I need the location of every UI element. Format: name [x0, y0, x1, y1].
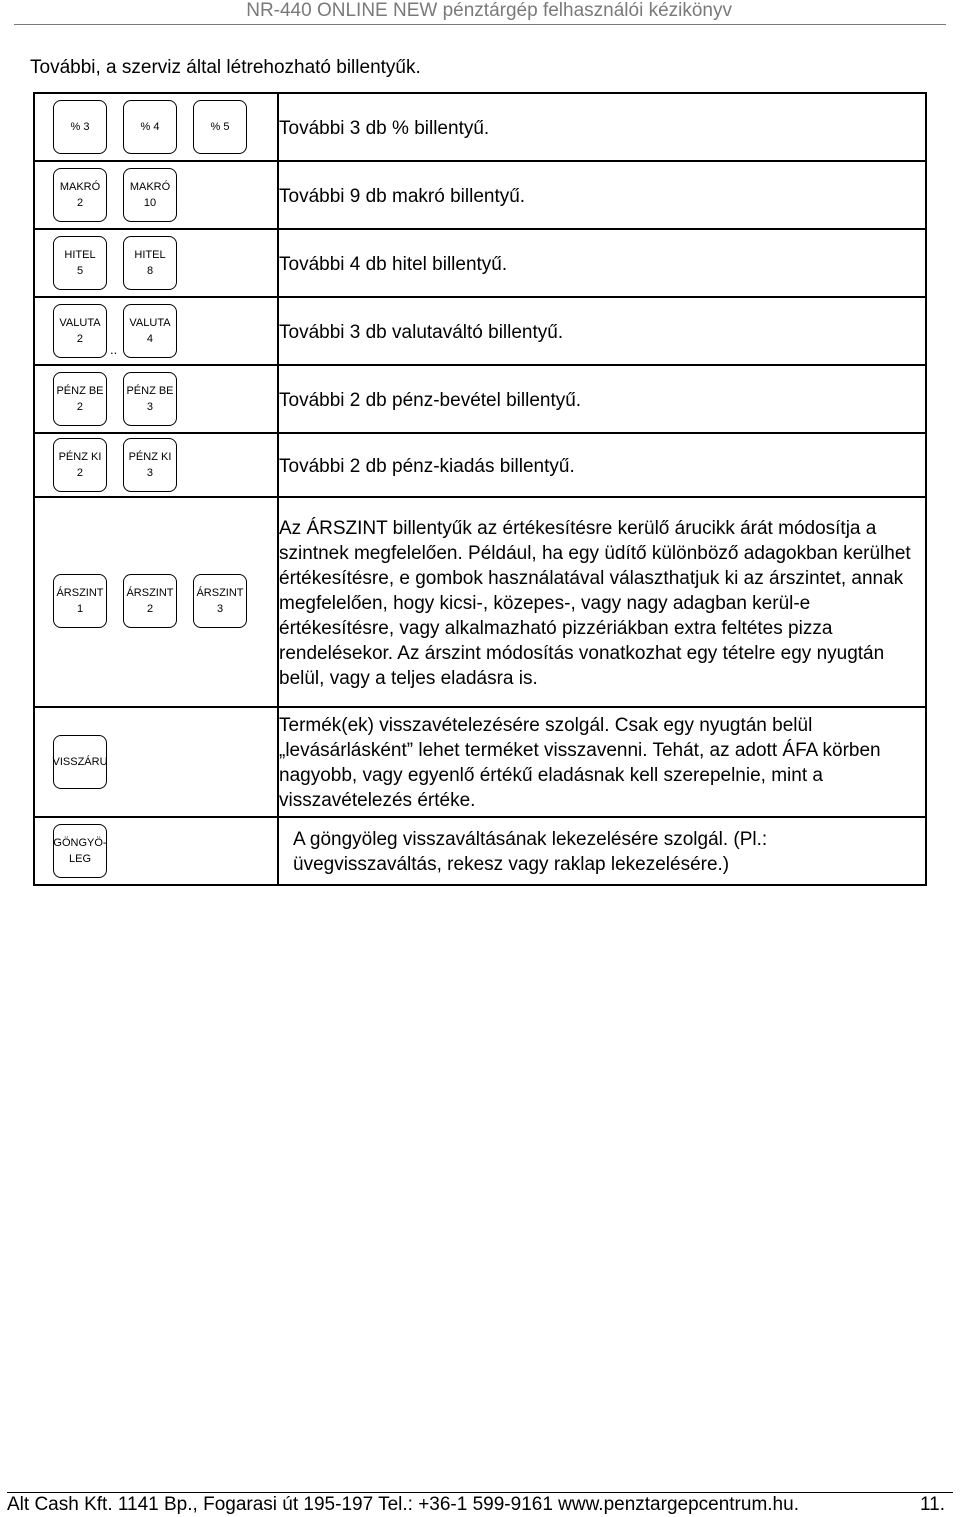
key-cell	[34, 433, 278, 497]
description-cell	[278, 365, 926, 433]
key-cell	[34, 93, 278, 161]
page-footer	[7, 1492, 953, 1517]
price-level-2-key: ÁRSZINT 2	[123, 574, 177, 628]
currency-4-key: VALUTA 4	[123, 304, 177, 358]
key-cell	[34, 229, 278, 297]
table-row	[34, 229, 926, 297]
credit-5-key: HITEL 5	[53, 236, 107, 290]
key-cell	[34, 161, 278, 229]
intro-text: További, a szerviz által létrehozható billentyűk.	[30, 57, 421, 78]
description-cell	[278, 433, 926, 497]
row-description: Az ÁRSZINT billentyűk az értékesítésre kerülő árucikk árát módosítja a szintnek megfelelően. Például, ha egy üdítő különböző adagokban kerülhet értékesítésre, e gombok használatával választhatjuk ki az árszintet, annak megfelelően, hogy kicsi-, közepes-, vagy nagy adagban kerül-e értékesítésre, vagy alkalmazható pizzériákban extra feltétes pizza rendelésekor. Az árszint módosítás vonatkozhat egy tételre egy nyugtán belül, vagy a teljes eladásra is.	[279, 517, 911, 689]
price-level-1-key: ÁRSZINT 1	[53, 574, 107, 628]
row-description: További 3 db % billentyű.	[279, 117, 490, 139]
footer-contact: Alt Cash Kft. 1141 Bp., Fogarasi út 195-197 Tel.: +36-1 599-9161 www.penztargepcentrum.hu.	[7, 1494, 799, 1515]
key-cell	[34, 817, 278, 885]
description-cell	[278, 707, 926, 817]
key-cell	[34, 497, 278, 707]
row-description: A göngyöleg visszaváltásának lekezelésére szolgál. (Pl.: üvegvisszaváltás, rekesz vagy raklap lekezelésére.)	[293, 829, 768, 875]
macro-2-key: MAKRÓ 2	[53, 168, 107, 222]
table-row	[34, 817, 926, 885]
table-row	[34, 161, 926, 229]
description-cell	[278, 229, 926, 297]
description-cell	[278, 817, 926, 885]
description-cell	[278, 161, 926, 229]
row-description: További 2 db pénz-bevétel billentyű.	[279, 389, 582, 411]
row-description: Termék(ek) visszavételezésére szolgál. Csak egy nyugtán belül „levásárlásként” lehet terméket visszavenni. Tehát, az adott ÁFA körben nagyobb, vagy egyenlő értékű eladásnak kell szerepelnie, mint a visszavételezés értéke.	[279, 715, 881, 811]
percent-3-key: % 3	[53, 100, 107, 154]
description-cell	[278, 93, 926, 161]
table-row	[34, 433, 926, 497]
refund-key: VISSZÁRU	[53, 735, 107, 789]
page-header: NR-440 ONLINE NEW pénztárgép felhasználói kézikönyv	[246, 0, 732, 21]
ellipsis-dots: ..	[110, 342, 118, 357]
cash-in-2-key: PÉNZ BE 2	[53, 372, 107, 426]
key-cell	[34, 365, 278, 433]
description-cell	[278, 297, 926, 365]
cash-out-3-key: PÉNZ KI 3	[123, 438, 177, 492]
page-number: 11.	[919, 1494, 945, 1515]
row-description: További 3 db valutaváltó billentyű.	[279, 321, 564, 343]
price-level-3-key: ÁRSZINT 3	[193, 574, 247, 628]
credit-8-key: HITEL 8	[123, 236, 177, 290]
row-description: További 2 db pénz-kiadás billentyű.	[279, 455, 575, 477]
packaging-key: GÖNGYÖ- LEG	[53, 824, 107, 878]
row-description: További 9 db makró billentyű.	[279, 185, 526, 207]
table-row	[34, 365, 926, 433]
cash-out-2-key: PÉNZ KI 2	[53, 438, 107, 492]
table-row	[34, 497, 926, 707]
key-cell	[34, 297, 278, 365]
key-cell	[34, 707, 278, 817]
cash-in-3-key: PÉNZ BE 3	[123, 372, 177, 426]
table-row	[34, 93, 926, 161]
table-row	[34, 707, 926, 817]
currency-2-key: VALUTA 2	[53, 304, 107, 358]
percent-4-key: % 4	[123, 100, 177, 154]
macro-10-key: MAKRÓ 10	[123, 168, 177, 222]
service-keys-table	[33, 92, 927, 886]
table-row	[34, 297, 926, 365]
row-description: További 4 db hitel billentyű.	[279, 253, 508, 275]
header-divider	[14, 24, 946, 25]
percent-5-key: % 5	[193, 100, 247, 154]
description-cell	[278, 497, 926, 707]
